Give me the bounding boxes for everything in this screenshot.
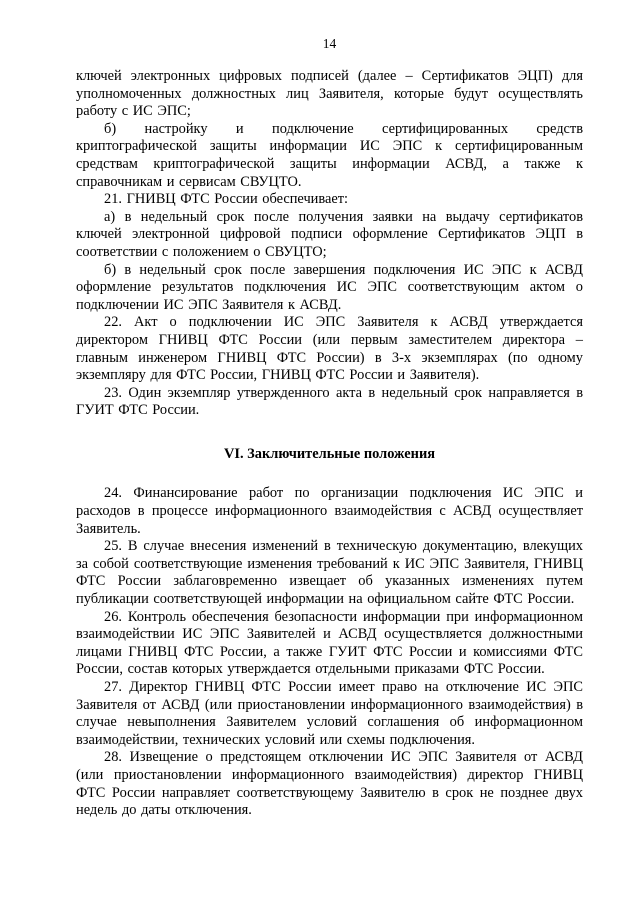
paragraph-21-a: а) в недельный срок после получения заявки на выдачу сертификатов ключей электронной цифровой подписи оформление Сертификатов ЭЦП в соответствии с положением о СВУЦТО; (76, 208, 583, 260)
paragraph-24: 24. Финансирование работ по организации подключения ИС ЭПС и расходов в процессе информационного взаимодействия с АСВД осуществляет Заявитель. (76, 485, 583, 537)
paragraph-21: 21. ГНИВЦ ФТС России обеспечивает: (104, 191, 349, 208)
section-heading-final-provisions: VI. Заключительные положения (223, 445, 436, 462)
paragraph-21-b: б) в недельный срок после завершения подключения ИС ЭПС к АСВД оформление результатов подключения ИС ЭПС соответствующим актом о подключении ИС ЭПС Заявителя к АСВД. (76, 261, 583, 313)
paragraph-25: 25. В случае внесения изменений в техническую документацию, влекущих за собой соответствующие изменения требований к ИС ЭПС Заявителя, ГНИВЦ ФТС России заблаговременно извещает об указанных изменениях путем публикации соответствующей информации на официальном сайте ФТС России. (76, 538, 583, 608)
paragraph-23: 23. Один экземпляр утвержденного акта в недельный срок направляется в ГУИТ ФТС России. (76, 384, 583, 419)
paragraph-continuation: ключей электронных цифровых подписей (далее – Сертификатов ЭЦП) для уполномоченных должностных лиц Заявителя, которые будут осуществлять работу с ИС ЭПС; (76, 68, 583, 120)
paragraph-subitem-b-setup: б) настройку и подключение сертифицированных средств криптографической защиты информации ИС ЭПС к сертифицированным средствам криптографической защиты информации АСВД, а также к справочникам и сервисам СВУЦТО. (76, 120, 583, 190)
document-body (76, 68, 583, 820)
paragraph-26: 26. Контроль обеспечения безопасности информации при информационном взаимодействии ИС ЭПС Заявителей и АСВД осуществляется должностными лицами ГНИВЦ ФТС России, а также ГУИТ ФТС России и комиссиями ФТС России, состав которых утверждается отдельными приказами ФТС России. (76, 608, 583, 678)
paragraph-22: 22. Акт о подключении ИС ЭПС Заявителя к АСВД утверждается директором ГНИВЦ ФТС России (или первым заместителем директора – главным инженером ГНИВЦ ФТС России) в 3-х экземплярах (по одному экземпляру для ФТС России, ГНИВЦ ФТС России и Заявителя). (76, 314, 583, 384)
paragraph-27: 27. Директор ГНИВЦ ФТС России имеет право на отключение ИС ЭПС Заявителя от АСВД (или приостановлении информационного взаимодействия) в случае невыполнения Заявителем условий соглашения об информационном взаимодействии, технических условий или схемы подключения. (76, 679, 583, 748)
page-number: 14 (322, 36, 337, 51)
paragraph-28: 28. Извещение о предстоящем отключении ИС ЭПС Заявителя от АСВД (или приостановлении информационного взаимодействия) директор ГНИВЦ ФТС России направляет соответствующему Заявителю в срок не позднее двух недель до даты отключения. (76, 749, 583, 819)
